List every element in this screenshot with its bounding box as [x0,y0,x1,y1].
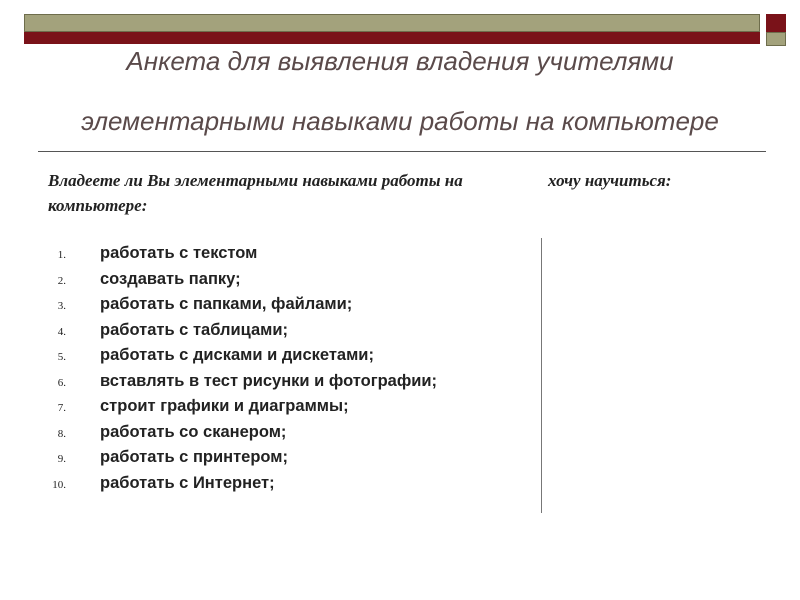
list-item [30,346,437,372]
skills-list [30,244,437,499]
item-number: 1. [57,249,66,261]
list-item [30,244,437,270]
question-left: Владеете ли Вы элементарными навыками работы на компьютере: [48,171,463,215]
corner-block-olive [766,32,786,46]
item-number: 5. [57,351,66,363]
item-text: создавать папку; [100,269,241,288]
item-text: работать с дисками и дискетами; [100,346,374,364]
item-number: 8. [57,427,66,440]
list-item [30,372,437,398]
header-bar-olive [24,14,760,32]
slide-title-line-1: Анкета для выявления владения учителями [126,46,674,76]
header-bar-maroon [24,32,760,44]
item-text: работать с Интернет; [100,473,275,492]
item-number: 6. [57,376,66,389]
item-number: 4. [57,325,66,338]
item-number: 10. [52,478,66,491]
item-text: строит графики и диаграммы; [100,397,349,415]
item-text: вставлять в тест рисунки и фотографии; [100,371,438,390]
list-item [30,397,437,423]
item-text: работать с таблицами; [100,320,288,339]
list-item [30,295,437,321]
list-item [30,448,437,474]
list-item [30,270,437,296]
title-divider [38,151,766,152]
corner-block-maroon [766,14,786,32]
slide-title-line-2: элементарными навыками работы на компьютере [81,106,719,136]
item-text: работать с принтером; [100,448,288,466]
question-right: хочу научиться: [548,171,672,190]
item-number: 2. [57,274,66,287]
list-item [30,321,437,347]
list-item [30,423,437,449]
item-number: 3. [57,300,66,312]
column-divider [541,238,542,513]
item-text: работать с папками, файлами; [100,295,353,313]
item-text: работать с текстом [100,244,258,262]
item-number: 9. [57,453,66,465]
item-number: 7. [57,402,66,414]
item-text: работать со сканером; [100,422,287,441]
list-item [30,474,437,500]
